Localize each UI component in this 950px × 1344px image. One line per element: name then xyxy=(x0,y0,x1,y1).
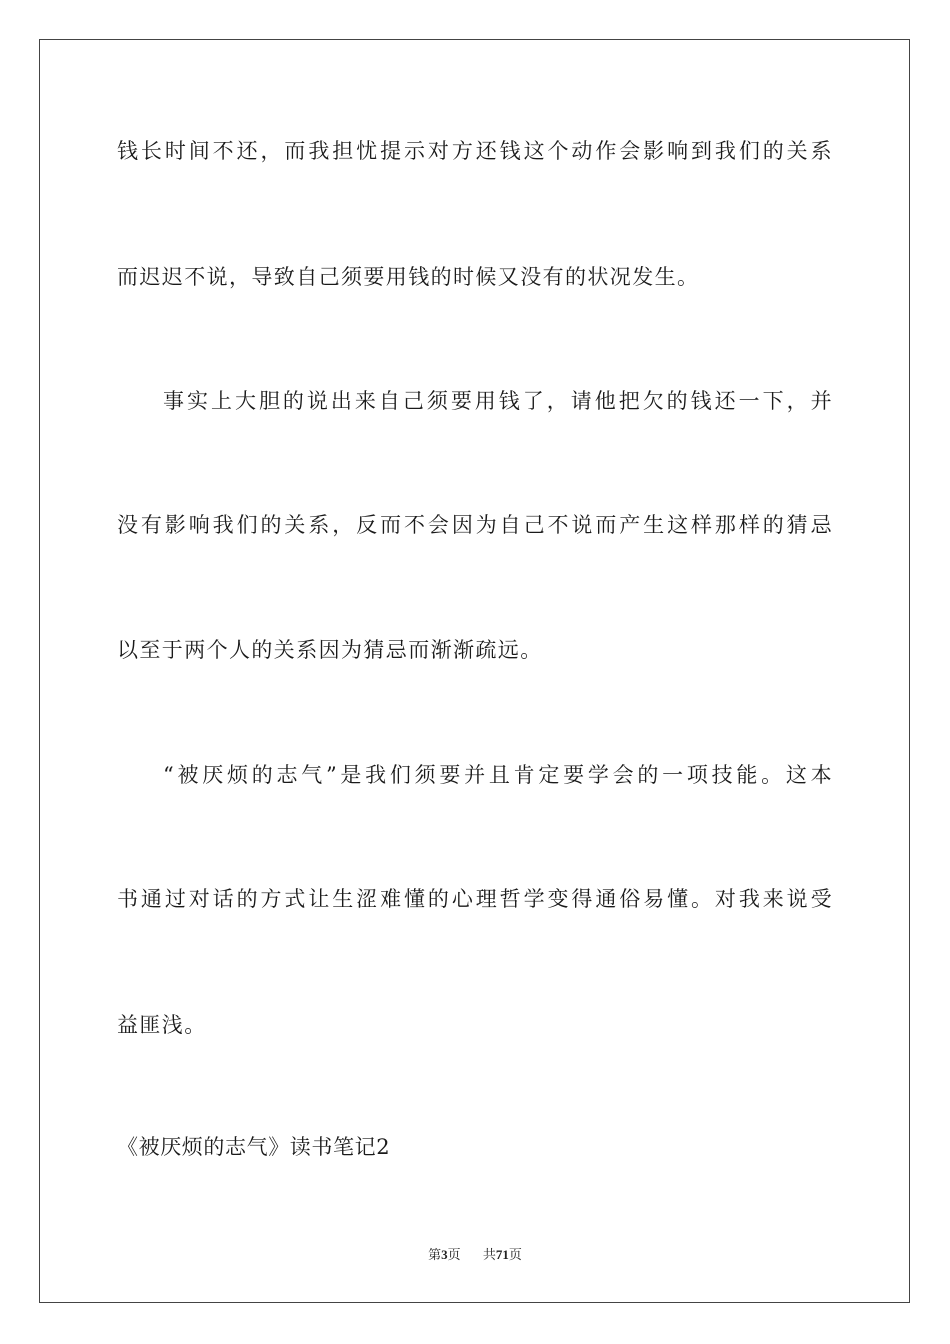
total-pages: 71 xyxy=(495,1247,509,1262)
page-suffix: 页 xyxy=(447,1248,461,1263)
page-footer xyxy=(0,1246,950,1265)
text-line-2: 而迟迟不说，导致自己须要用钱的时候又没有的状况发生。 xyxy=(117,265,700,289)
section-heading: 《被厌烦的志气》读书笔记2 xyxy=(117,1135,391,1159)
text-line-1: 钱长时间不还，而我担忧提示对方还钱这个动作会影响到我们的关系 xyxy=(117,139,833,163)
text-line-3: 事实上大胆的说出来自己须要用钱了，请他把欠的钱还一下，并 xyxy=(163,389,833,413)
total-suffix: 页 xyxy=(508,1248,522,1263)
text-line-8: 益匪浅。 xyxy=(117,1013,207,1037)
total-prefix: 共 xyxy=(482,1248,496,1263)
text-line-5: 以至于两个人的关系因为猜忌而渐渐疏远。 xyxy=(117,638,543,662)
text-line-7: 书通过对话的方式让生涩难懂的心理哲学变得通俗易懂。对我来说受 xyxy=(117,887,833,911)
text-line-6: “被厌烦的志气”是我们须要并且肯定要学会的一项技能。这本 xyxy=(163,763,833,787)
text-line-4: 没有影响我们的关系，反而不会因为自己不说而产生这样那样的猜忌 xyxy=(117,513,833,537)
page-prefix: 第 xyxy=(428,1248,442,1263)
page-border xyxy=(39,39,910,1303)
page-number: 3 xyxy=(441,1247,448,1262)
